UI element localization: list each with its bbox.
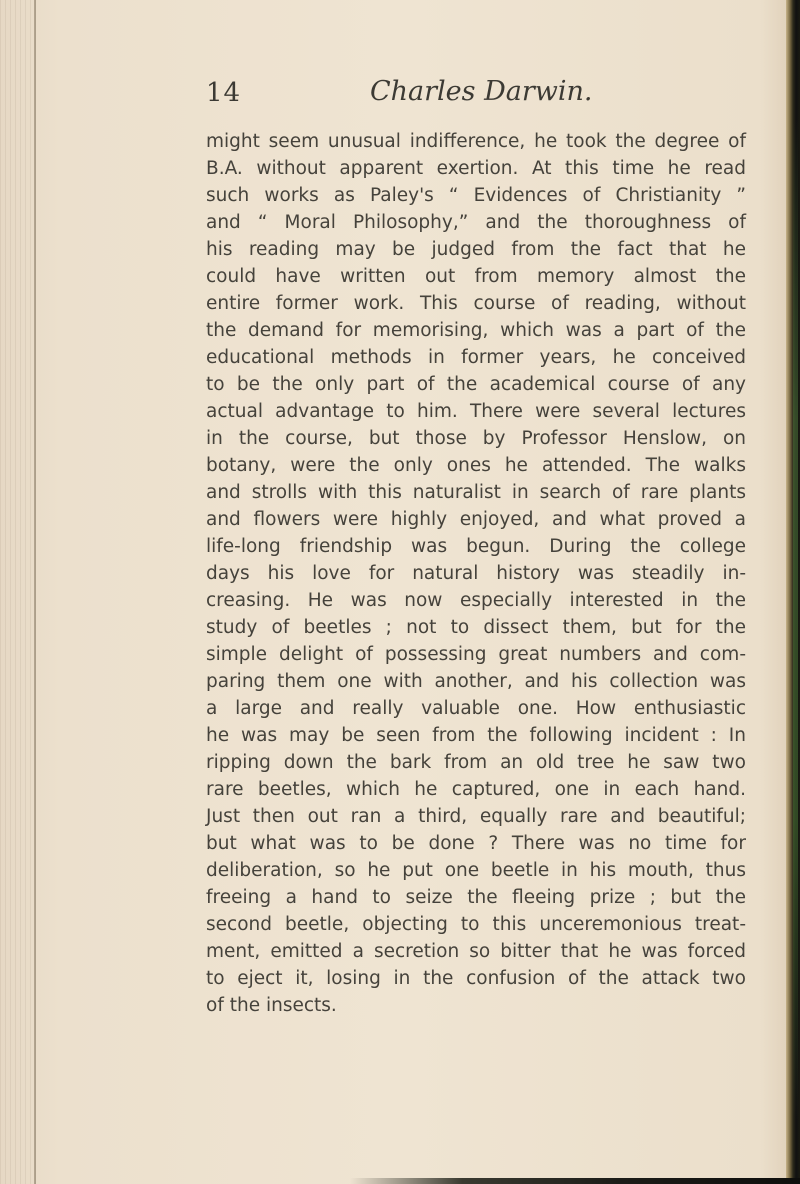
text-line: could have written out from memory almost the [206, 266, 746, 287]
text-line: might seem unusual indifference, he took the degree of [206, 131, 746, 152]
text-line: he was may be seen from the following incident : In [206, 725, 746, 746]
page-gutter [0, 0, 38, 1184]
text-line: actual advantage to him. There were several lectures [206, 401, 746, 422]
text-line: entire former work. This course of reading, without [206, 293, 746, 314]
text-line: and “ Moral Philosophy,” and the thoroughness of [206, 212, 746, 233]
text-line: to eject it, losing in the confusion of the attack two [206, 968, 746, 989]
text-line: simple delight of possessing great numbers and com- [206, 644, 746, 665]
text-line: study of beetles ; not to dissect them, but for the [206, 617, 746, 638]
text-line: to be the only part of the academical course of any [206, 374, 746, 395]
text-line: botany, were the only ones he attended. The walks [206, 455, 746, 476]
text-line: Just then out ran a third, equally rare and beautiful; [206, 806, 746, 827]
text-line: second beetle, objecting to this unceremonious treat- [206, 914, 746, 935]
page-number: 14 [206, 78, 242, 108]
running-title: Charles Darwin. [370, 76, 593, 107]
text-line: and flowers were highly enjoyed, and what proved a [206, 509, 746, 530]
gutter-edge [34, 0, 36, 1184]
page-fore-edge [786, 0, 800, 1184]
text-line: B.A. without apparent exertion. At this time he read [206, 158, 746, 179]
text-line: of the insects. [206, 995, 337, 1016]
text-line: but what was to be done ? There was no time for [206, 833, 746, 854]
text-line: his reading may be judged from the fact that he [206, 239, 746, 260]
text-line: ripping down the bark from an old tree he saw two [206, 752, 746, 773]
body-paragraph [206, 128, 746, 1019]
text-line: ment, emitted a secretion so bitter that he was forced [206, 941, 746, 962]
text-line: educational methods in former years, he conceived [206, 347, 746, 368]
text-line: rare beetles, which he captured, one in each hand. [206, 779, 746, 800]
text-line: in the course, but those by Professor Henslow, on [206, 428, 746, 449]
text-line: paring them one with another, and his collection was [206, 671, 746, 692]
page-bottom-edge [350, 1178, 800, 1184]
text-line: a large and really valuable one. How enthusiastic [206, 698, 746, 719]
text-line: life-long friendship was begun. During the college [206, 536, 746, 557]
text-line: and strolls with this naturalist in search of rare plants [206, 482, 746, 503]
text-line: freeing a hand to seize the fleeing prize ; but the [206, 887, 746, 908]
fore-edge-tint [793, 120, 798, 1120]
text-line: creasing. He was now especially interested in the [206, 590, 746, 611]
text-line: deliberation, so he put one beetle in his mouth, thus [206, 860, 746, 881]
text-line: such works as Paley's “ Evidences of Christianity ” [206, 185, 746, 206]
running-head [0, 72, 800, 108]
text-line: days his love for natural history was steadily in- [206, 563, 746, 584]
text-line: the demand for memorising, which was a part of the [206, 320, 746, 341]
